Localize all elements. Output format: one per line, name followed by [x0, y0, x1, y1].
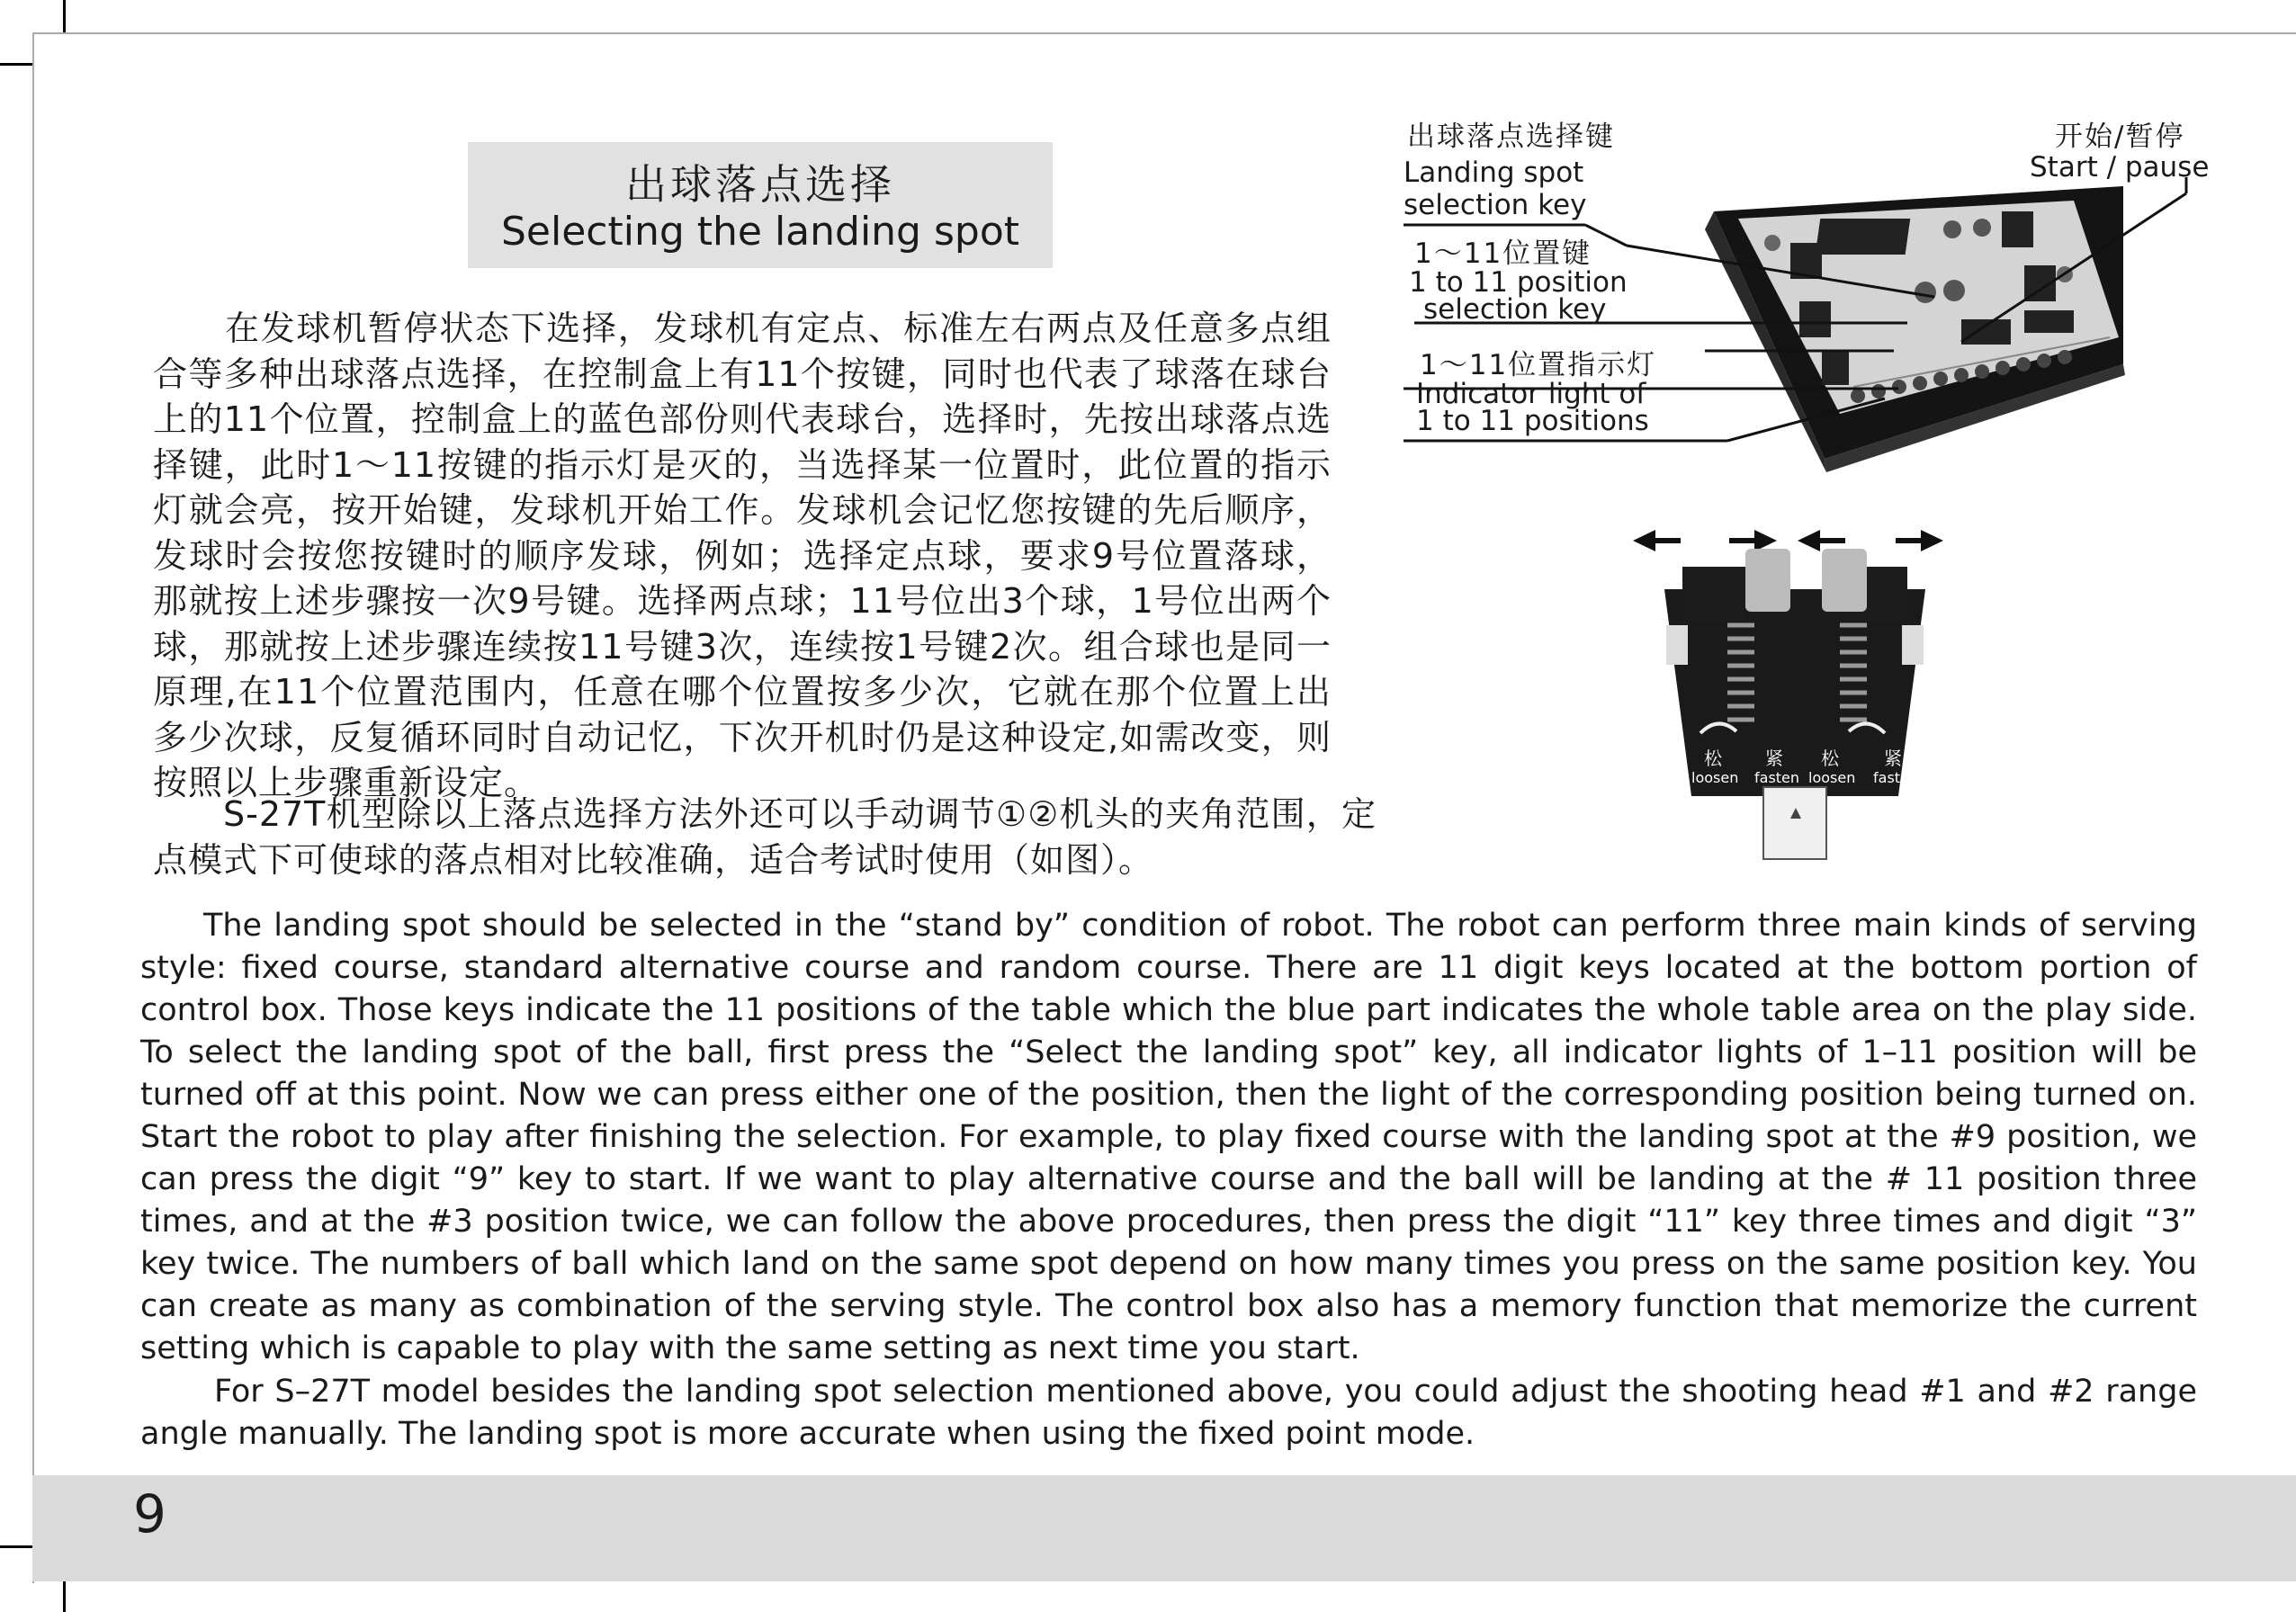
robot-right-fasten-en: fasten [1873, 769, 1919, 786]
robot-right-loosen-en: loosen [1808, 769, 1856, 786]
position-key-label-en-1: 1 to 11 position [1409, 266, 1628, 299]
robot-left-fasten-en: fasten [1754, 769, 1800, 786]
section-title-box [468, 142, 1053, 268]
section-title-en: Selecting the landing spot [500, 209, 1020, 255]
page-footer-band [32, 1475, 2296, 1581]
crop-mark-left-bottom [0, 1545, 32, 1548]
section-title-cn: 出球落点选择 [625, 160, 895, 209]
indicator-light-label-en-1: Indicator light of [1416, 378, 1646, 410]
indicator-light-label-en-2: 1 to 11 positions [1416, 405, 1649, 437]
robot-right-fasten-cn: 紧 [1884, 748, 1902, 769]
robot-right-loosen-cn: 松 [1821, 748, 1839, 769]
landing-spot-key-label-en-1: Landing spot [1404, 157, 1584, 189]
robot-left-loosen-en: loosen [1691, 769, 1739, 786]
crop-mark-left-top [0, 63, 32, 66]
robot-left-loosen-cn: 松 [1704, 748, 1722, 769]
crop-mark-top [63, 0, 66, 32]
cn-paragraph-1: 在发球机暂停状态下选择，发球机有定点、标准左右两点及任意多点组合等多种出球落点选择，在控制盒上有11个按键，同时也代表了球落在球台上的11个位置，控制盒上的蓝色部份则代表球台，选择时，先按出球落点选择键，此时1～11按键的指示灯是灭的，当选择某一位置时，此位置的指示灯就会亮，按开始键，发球机开始工作。发球机会记忆您按键的先后顺序，发球时会按您按键时的顺序发球，例如；选择定点球，要求9号位置落球，那就按上述步骤按一次9号键。选择两点球；11号位出3个球，1号位出两个球，那就按上述步骤连续按11号键3次，连续按1号键2次。组合球也是同一原理,在11个位置范围内，任意在哪个位置按多少次，它就在那个位置上出多少次球，反复循环同时自动记忆，下次开机时仍是这种设定,如需改变，则按照以上步骤重新设定。 [153, 309, 1332, 802]
landing-spot-key-label-en-2: selection key [1404, 189, 1587, 221]
page-number: 9 [133, 1483, 166, 1545]
landing-spot-key-label-cn: 出球落点选择键 [1407, 121, 1615, 153]
indicator-light-label-cn: 1～11位置指示灯 [1420, 349, 1657, 381]
en-paragraph-1: The landing spot should be selected in the “stand by” condition of robot. The robot can perform three main kinds of serving style: fixed course, standard alternative course and random course. There are 11 digit keys located at the bottom portion of control box. Those keys indicate the 11 positions of the table which the blue part indicates the whole table area on the play side. To select the landing spot of the ball, first press the “Select the landing spot” key, all indicator lights of 1–11 position will be turned off at this point. Now we can press either one of the position, then the light of the corresponding position being turned on. Start the robot to play after finishing the selection. For example, to play fixed course with the landing spot at the #9 position, we can press the digit “9” key to start. If we want to play alternative course and the ball will be landing at the # 11 position three times, and at the #3 position twice, we can follow the above procedures, then press the digit “11” key three times and digit “3” key twice. The numbers of ball which land on the same spot depend on how many times you press on the same position key. You can create as many as combination of the serving style. The control box also has a memory function that memorize the current setting which is capable to play with the same setting as next time you start. [140, 908, 2197, 1366]
en-paragraph-2: For S–27T model besides the landing spot selection mentioned above, you could adjust the shooting head #1 and #2 range angle manually. The landing spot is more accurate when using the fixed point mode. [140, 1374, 2197, 1452]
start-pause-label-cn: 开始/暂停 [2055, 121, 2185, 153]
cn-paragraph-2: S-27T机型除以上落点选择方法外还可以手动调节①②机头的夹角范围，定点模式下可使球的落点相对比较准确，适合考试时使用（如图）。 [153, 794, 1377, 880]
position-key-label-cn: 1～11位置键 [1414, 237, 1592, 270]
robot-left-fasten-cn: 紧 [1765, 748, 1783, 769]
robot-head-illustration [1628, 526, 1961, 877]
start-pause-label-en: Start / pause [2030, 151, 2210, 184]
position-key-label-en-2: selection key [1423, 293, 1607, 326]
crop-mark-bottom [63, 1581, 66, 1612]
